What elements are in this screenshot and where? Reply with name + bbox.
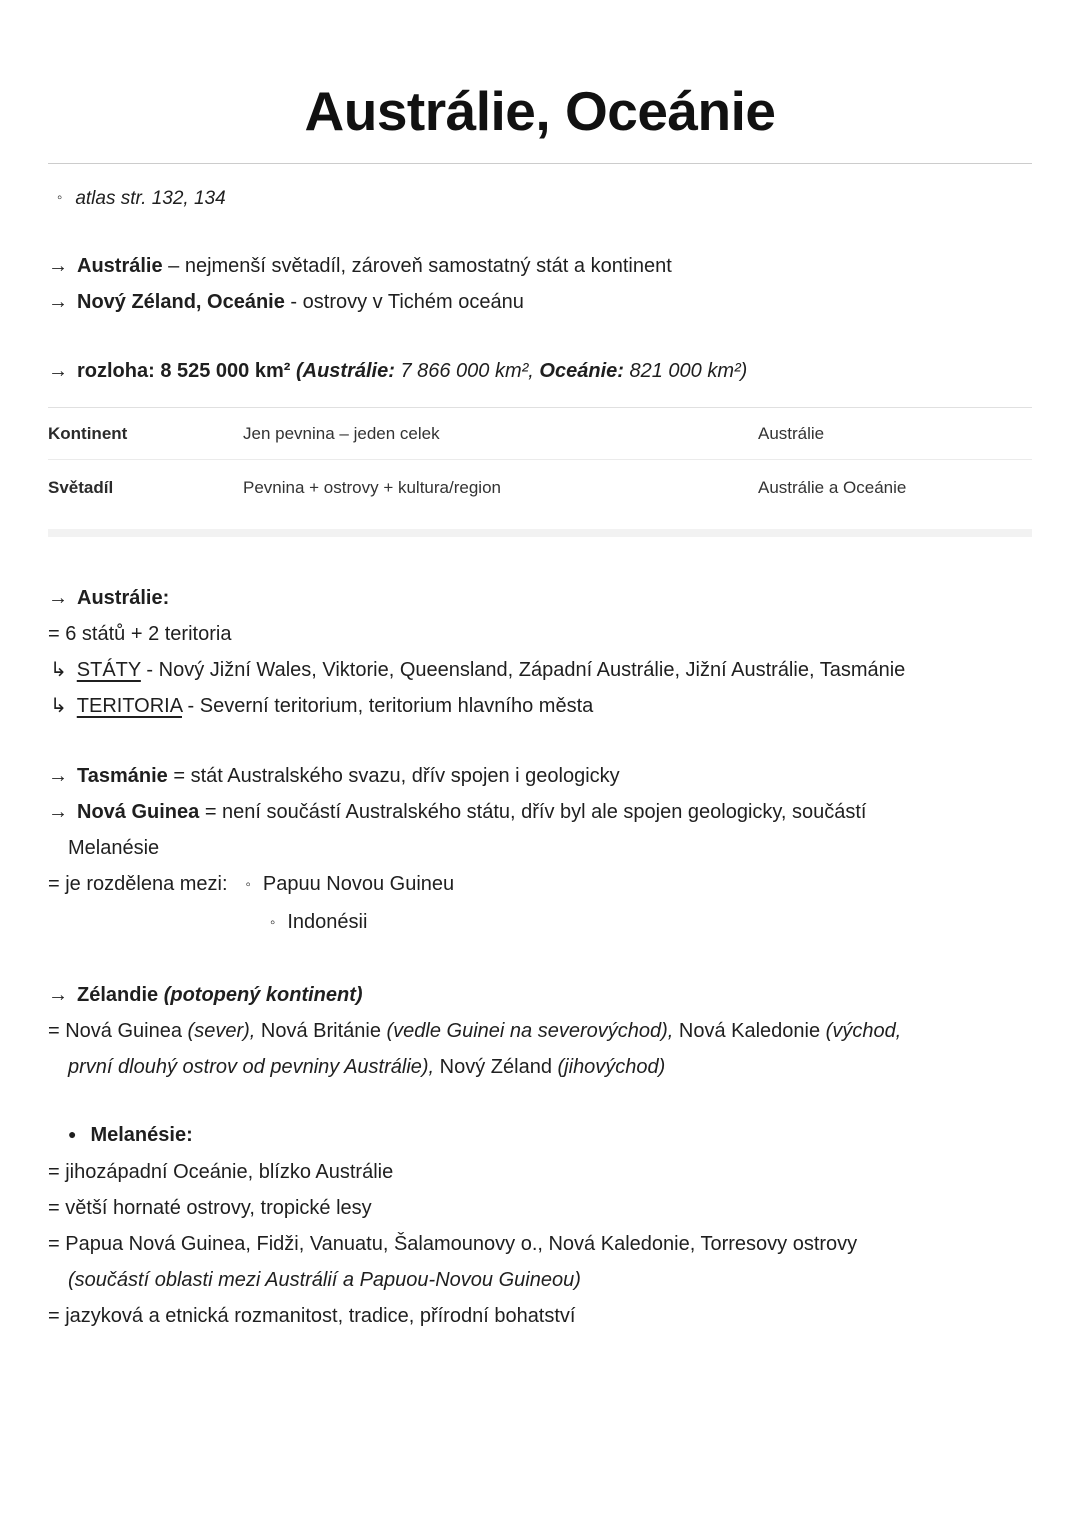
intro-line-new-zealand <box>48 284 1032 320</box>
melanesia-heading <box>48 1117 1032 1154</box>
zealandia-islands-line-1 <box>48 1013 1032 1049</box>
zealandia-seg-note: (vedle Guinei na severovýchod), <box>386 1020 674 1042</box>
melanesia-line-countries: = Papua Nová Guinea, Fidži, Vanuatu, Šalamounovy o., Nová Kaledonie, Torresovy ostrovy <box>48 1233 858 1255</box>
divided-prefix: = je rozdělena mezi: <box>48 873 228 895</box>
melanesia-line-countries-note: (součástí oblasti mezi Austrálií a Papuou-Novou Guineou) <box>68 1269 581 1291</box>
melanesia-line-culture: = jazyková a etnická rozmanitost, tradice, přírodní bohatství <box>48 1305 576 1327</box>
atlas-reference-line <box>48 184 1032 214</box>
right-arrow-icon: → <box>48 291 68 313</box>
circle-bullet-icon: ◦ <box>57 189 63 206</box>
table-bottom-bar <box>48 529 1032 537</box>
melanesia-line-location: = jihozápadní Oceánie, blízko Austrálie <box>48 1161 394 1183</box>
new-guinea-line <box>48 794 1032 830</box>
table-row <box>48 408 1032 460</box>
table-cell-value: Austrálie a Oceánie <box>758 478 907 497</box>
zealandia-seg-note: (sever), <box>187 1020 256 1042</box>
melanesia-line-terrain: = větší hornaté ostrovy, tropické lesy <box>48 1197 372 1219</box>
intro-line-australia-text: – nejmenší světadíl, zároveň samostatný stát a kontinent <box>162 255 672 277</box>
intro-line-new-zealand-term: Nový Zéland, Oceánie <box>77 291 285 313</box>
right-arrow-icon: → <box>48 587 68 609</box>
right-arrow-icon: → <box>48 360 68 382</box>
divided-item-indonesia: Indonésii <box>287 911 368 933</box>
area-total: rozloha: 8 525 000 km² <box>77 360 296 382</box>
australia-heading-text: Austrálie: <box>77 587 170 609</box>
zealandia-islands-line-2 <box>48 1049 1032 1085</box>
zealandia-seg-note: (jihovýchod) <box>557 1056 666 1078</box>
table-row <box>48 460 1032 529</box>
intro-section <box>48 248 1032 320</box>
states-label: STÁTY <box>76 659 141 681</box>
title-divider <box>48 163 1032 164</box>
territories-list: - Severní teritorium, teritorium hlavního města <box>181 695 594 717</box>
melanesia-heading-text: Melanésie: <box>90 1124 193 1146</box>
intro-line-australia-term: Austrálie <box>77 255 163 277</box>
right-arrow-icon: → <box>48 255 68 277</box>
territories-label: TERITORIA <box>76 695 182 717</box>
tasmania-text: = stát Australského svazu, dřív spojen i geologicky <box>167 765 620 787</box>
table-cell-label: Kontinent <box>48 424 128 443</box>
area-australia-label: (Austrálie: <box>295 360 401 382</box>
divided-line-indonesia <box>48 904 1032 942</box>
circle-bullet-icon: ◦ <box>245 876 251 893</box>
right-arrow-icon: → <box>48 801 68 823</box>
right-arrow-icon: → <box>48 765 68 787</box>
divided-line <box>48 866 1032 904</box>
area-oceania-label: Oceánie: <box>539 360 630 382</box>
new-guinea-continuation: Melanésie <box>68 837 160 859</box>
zealandia-seg: = Nová Guinea <box>48 1020 188 1042</box>
area-australia-value: 7 866 000 km², <box>400 360 540 382</box>
australia-territories-line <box>48 688 1032 724</box>
zealandia-seg: Nová Británie <box>255 1020 387 1042</box>
table-cell-description: Pevnina + ostrovy + kultura/region <box>243 478 501 497</box>
new-guinea-term: Nová Guinea <box>77 801 200 823</box>
zealandia-seg: Nový Zéland <box>434 1056 558 1078</box>
melanesia-section <box>48 1117 1032 1334</box>
disc-bullet-icon: ● <box>68 1126 77 1142</box>
australia-states-line <box>48 652 1032 688</box>
zealandia-seg-note: (východ, <box>825 1020 902 1042</box>
islands-section <box>48 758 1032 942</box>
australia-count-line: = 6 států + 2 teritoria <box>48 623 232 645</box>
circle-bullet-icon: ◦ <box>270 914 276 931</box>
branch-arrow-icon: ↳ <box>50 695 67 717</box>
area-line <box>48 353 1032 389</box>
zealandia-heading <box>48 977 1032 1013</box>
tasmania-line <box>48 758 1032 794</box>
intro-line-australia <box>48 248 1032 284</box>
tasmania-term: Tasmánie <box>77 765 168 787</box>
zealandia-heading-note: (potopený kontinent) <box>163 984 363 1006</box>
right-arrow-icon: → <box>48 984 68 1006</box>
table-cell-value: Austrálie <box>758 424 825 443</box>
australia-section <box>48 580 1032 724</box>
divided-item-papua: Papuu Novou Guineu <box>262 873 455 895</box>
new-guinea-text: = není součástí Australského státu, dřív byl ale spojen geologicky, součástí <box>199 801 867 823</box>
zealandia-heading-term: Zélandie <box>77 984 164 1006</box>
intro-line-new-zealand-text: - ostrovy v Tichém oceánu <box>284 291 524 313</box>
states-list: - Nový Jižní Wales, Viktorie, Queensland, Západní Austrálie, Jižní Austrálie, Tasmánie <box>140 659 906 681</box>
table-cell-description: Jen pevnina – jeden celek <box>243 424 440 443</box>
australia-heading <box>48 580 1032 616</box>
table-cell-label: Světadíl <box>48 478 114 497</box>
zealandia-section <box>48 977 1032 1085</box>
zealandia-seg-note: první dlouhý ostrov od pevniny Austrálie), <box>68 1056 435 1078</box>
area-oceania-value: 821 000 km²) <box>629 360 748 382</box>
page-title: Austrálie, Oceánie <box>304 80 776 142</box>
continent-table <box>48 407 1032 537</box>
atlas-reference-text: atlas str. 132, 134 <box>75 188 226 209</box>
zealandia-seg: Nová Kaledonie <box>673 1020 826 1042</box>
branch-arrow-icon: ↳ <box>50 659 67 681</box>
